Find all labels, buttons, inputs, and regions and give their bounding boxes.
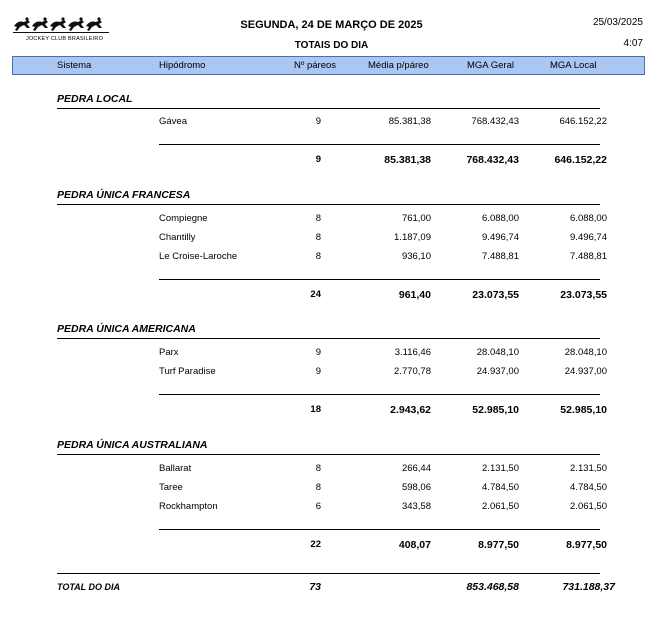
subtotal-mga-geral: 768.432,43 — [466, 154, 519, 166]
hipodromo-cell: Gávea — [159, 116, 187, 127]
pareos-cell: 8 — [315, 232, 321, 243]
logo-text: JOCKEY CLUB BRASILEIRO — [26, 36, 104, 42]
mga-local-cell: 2.061,50 — [570, 501, 607, 512]
hipodromo-cell: Ballarat — [159, 463, 192, 474]
hipodromo-cell: Chantilly — [159, 232, 196, 243]
col-sistema: Sistema — [57, 60, 92, 71]
grand-total-divider — [57, 573, 600, 574]
mga-geral-cell: 768.432,43 — [471, 116, 519, 127]
subtotal-pareos: 22 — [310, 539, 321, 550]
media-cell: 3.116,46 — [394, 347, 431, 358]
media-cell: 266,44 — [401, 463, 431, 474]
print-date: 25/03/2025 — [592, 17, 643, 28]
mga-local-cell: 646.152,22 — [559, 116, 607, 127]
section-divider — [57, 108, 600, 109]
pareos-cell: 8 — [315, 251, 321, 262]
print-time: 4:07 — [623, 38, 643, 49]
subtotal-pareos: 18 — [310, 404, 321, 415]
col-mga-geral: MGA Geral — [467, 60, 514, 71]
media-cell: 598,06 — [401, 482, 431, 493]
mga-local-cell: 28.048,10 — [564, 347, 607, 358]
media-cell: 85.381,38 — [388, 116, 431, 127]
mga-geral-cell: 6.088,00 — [482, 213, 519, 224]
report-date-title: SEGUNDA, 24 DE MARÇO DE 2025 — [240, 19, 423, 31]
mga-local-cell: 6.088,00 — [570, 213, 607, 224]
grand-total-mga-geral: 853.468,58 — [466, 581, 519, 593]
pareos-cell: 9 — [315, 347, 321, 358]
mga-local-cell: 24.937,00 — [564, 366, 607, 377]
media-cell: 761,00 — [401, 213, 431, 224]
mga-local-cell: 2.131,50 — [570, 463, 607, 474]
subtotal-divider — [159, 394, 600, 395]
hipodromo-cell: Taree — [159, 482, 183, 493]
mga-geral-cell: 28.048,10 — [476, 347, 519, 358]
subtotal-mga-local: 8.977,50 — [566, 539, 607, 551]
subtotal-divider — [159, 144, 600, 145]
pareos-cell: 9 — [315, 366, 321, 377]
subtotal-divider — [159, 279, 600, 280]
section-title: PEDRA LOCAL — [57, 93, 133, 105]
subtotal-pareos: 9 — [315, 154, 321, 165]
grand-total-label: TOTAL DO DIA — [57, 582, 120, 592]
pareos-cell: 9 — [315, 116, 321, 127]
pareos-cell: 6 — [315, 501, 321, 512]
pareos-cell: 8 — [315, 213, 321, 224]
subtotal-mga-local: 646.152,22 — [554, 154, 607, 166]
subtotal-mga-geral: 52.985,10 — [472, 404, 519, 416]
media-cell: 343,58 — [401, 501, 431, 512]
col-media: Média p/páreo — [368, 60, 429, 71]
grand-total-mga-local: 731.188,37 — [562, 581, 615, 593]
hipodromo-cell: Compiegne — [159, 213, 208, 224]
pareos-cell: 8 — [315, 482, 321, 493]
subtotal-mga-geral: 23.073,55 — [472, 289, 519, 301]
hipodromo-cell: Le Croise-Laroche — [159, 251, 238, 262]
media-cell: 1.187,09 — [394, 232, 431, 243]
media-cell: 936,10 — [401, 251, 431, 262]
subtotal-media: 2.943,62 — [390, 404, 431, 416]
section-divider — [57, 204, 600, 205]
section-divider — [57, 338, 600, 339]
media-cell: 2.770,78 — [394, 366, 431, 377]
subtotal-media: 85.381,38 — [384, 154, 431, 166]
section-title: PEDRA ÚNICA FRANCESA — [57, 189, 191, 201]
section-divider — [57, 454, 600, 455]
subtotal-mga-geral: 8.977,50 — [478, 539, 519, 551]
mga-geral-cell: 2.131,50 — [482, 463, 519, 474]
hipodromo-cell: Rockhampton — [159, 501, 218, 512]
mga-geral-cell: 24.937,00 — [476, 366, 519, 377]
report-title: TOTAIS DO DIA — [294, 40, 369, 51]
grand-total-pareos: 73 — [309, 581, 321, 593]
subtotal-pareos: 24 — [310, 289, 321, 300]
mga-local-cell: 9.496,74 — [570, 232, 607, 243]
subtotal-mga-local: 23.073,55 — [560, 289, 607, 301]
mga-geral-cell: 9.496,74 — [482, 232, 519, 243]
mga-local-cell: 7.488,81 — [570, 251, 607, 262]
mga-geral-cell: 4.784,50 — [482, 482, 519, 493]
mga-geral-cell: 7.488,81 — [482, 251, 519, 262]
col-mga-local: MGA Local — [550, 60, 597, 71]
hipodromo-cell: Turf Paradise — [159, 366, 216, 377]
pareos-cell: 8 — [315, 463, 321, 474]
subtotal-media: 961,40 — [398, 289, 431, 301]
subtotal-mga-local: 52.985,10 — [560, 404, 607, 416]
mga-geral-cell: 2.061,50 — [482, 501, 519, 512]
subtotal-media: 408,07 — [398, 539, 431, 551]
col-pareos: Nº páreos — [294, 60, 337, 71]
mga-local-cell: 4.784,50 — [570, 482, 607, 493]
hipodromo-cell: Parx — [159, 347, 179, 358]
section-title: PEDRA ÚNICA AMERICANA — [57, 323, 196, 335]
column-header-bar — [12, 56, 645, 75]
section-title: PEDRA ÚNICA AUSTRALIANA — [57, 439, 208, 451]
subtotal-divider — [159, 529, 600, 530]
col-hipodromo: Hipódromo — [159, 60, 206, 71]
